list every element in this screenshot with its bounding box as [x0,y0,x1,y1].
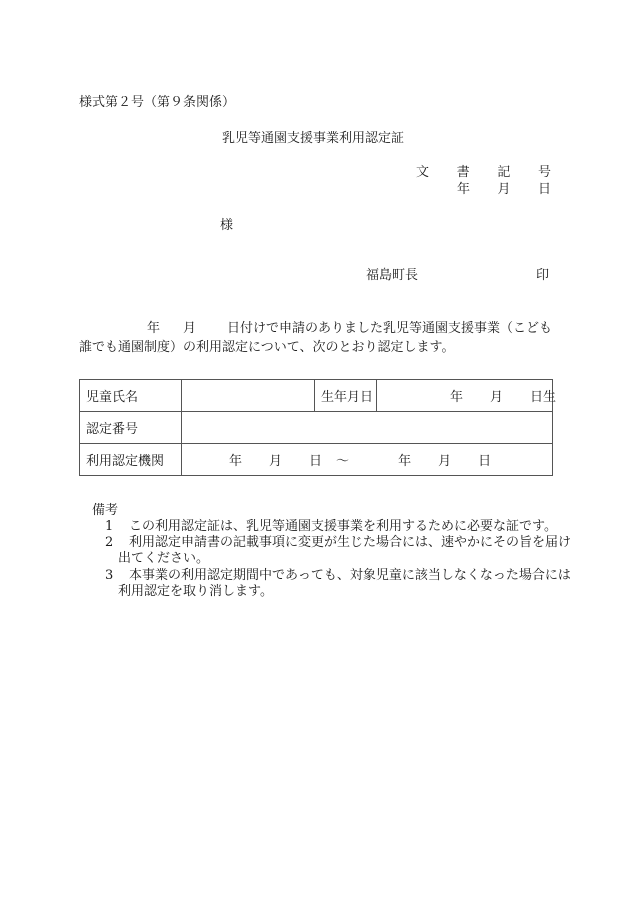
body-month: 月 [183,321,197,336]
note-item-1 [105,519,557,535]
child-name-value [182,380,315,412]
period-to-day: 日 [478,454,492,469]
issue-date-line [457,182,551,198]
note-item-3 [105,568,571,584]
birthdate-value [377,380,557,412]
issue-date-month: 月 [497,182,511,197]
period-to-month: 月 [438,454,452,469]
notes-heading: 備考 [92,503,119,518]
cert-number-label: 認定番号 [80,412,182,444]
birth-day-suffix: 日生 [530,390,557,405]
note-text: 利用認定申請書の記載事項に変更が生じた場合には、速やかにその旨を届け [129,535,572,550]
seal-mark: 印 [536,268,550,283]
body-text-1: 日付けで申請のありました乳児等通園支援事業（こども [227,321,553,336]
doc-number-label-sho: 書 [456,165,470,180]
note-item-3-continuation: 利用認定を取り消します。 [118,584,273,599]
cert-number-value [182,412,553,444]
recipient-honorific: 様 [220,218,234,233]
note-number: 3 [105,568,114,583]
body-text-line-2: 誰でも通園制度）の利用認定について、次のとおり認定します。 [79,340,455,355]
note-number: 2 [105,535,114,550]
issuer-name: 福島町長 [366,268,419,283]
child-name-label: 児童氏名 [80,380,182,412]
note-item-2 [105,535,571,551]
period-from-month: 月 [269,454,283,469]
birth-year: 年 [450,390,464,405]
form-number: 様式第２号（第９条関係） [79,95,236,110]
period-value [182,444,553,476]
period-to-year: 年 [398,454,412,469]
doc-number-label-bun: 文 [416,165,430,180]
note-text: 本事業の利用認定期間中であっても、対象児童に該当しなくなった場合には [129,568,571,583]
certificate-info-table [79,379,557,476]
note-number: 1 [105,519,114,534]
period-label: 利用認定機関 [80,444,182,476]
doc-number-label-go: 号 [537,165,551,180]
period-from-day: 日 [309,454,323,469]
issue-date-day: 日 [537,182,551,197]
body-year: 年 [147,321,161,336]
period-from-year: 年 [229,454,243,469]
birthdate-label: 生年月日 [315,380,377,412]
issue-date-year: 年 [457,182,471,197]
document-title: 乳児等通園支援事業利用認定証 [222,131,405,146]
note-text: この利用認定証は、乳児等通園支援事業を利用するために必要な証です。 [129,519,557,534]
note-item-2-continuation: 出てください。 [118,551,210,566]
table-row-child-name [80,380,553,412]
birth-month: 月 [490,390,504,405]
doc-number-label-ki: 記 [497,165,511,180]
period-separator: ～ [336,454,350,469]
document-number-line [416,165,551,181]
table-row-period [80,444,553,476]
table-row-cert-number [80,412,553,444]
